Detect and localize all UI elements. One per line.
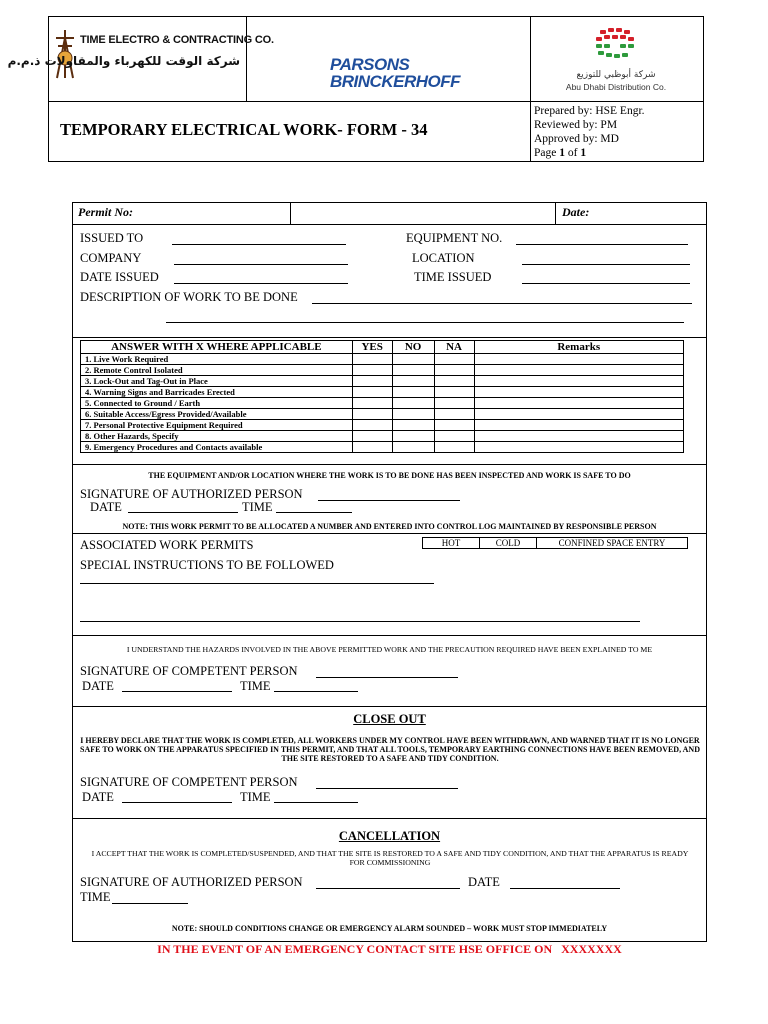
yes-cell[interactable]	[352, 365, 392, 376]
special-instructions-line1[interactable]	[80, 583, 434, 584]
date-issued-label: DATE ISSUED	[80, 270, 159, 284]
checklist-item: 2. Remote Control Isolated	[81, 365, 353, 376]
understand-text: I UNDERSTAND THE HAZARDS INVOLVED IN THE ABOVE PERMITTED WORK AND THE PRECAUTION REQUIRED HAVE BEEN EXPLAINED TO ME	[126, 645, 653, 654]
date-label: Date:	[562, 205, 590, 219]
associated-permits-label: ASSOCIATED WORK PERMITS	[80, 538, 254, 552]
description-field-line1[interactable]	[312, 303, 692, 304]
emergency-contact-text: IN THE EVENT OF AN EMERGENCY CONTACT SITE HSE OFFICE ON	[157, 942, 553, 956]
company-label: COMPANY	[80, 251, 142, 265]
adistribution-logo	[556, 26, 676, 96]
company1-name-en: TIME ELECTRO & CONTRACTING CO.	[80, 34, 274, 46]
stop-work-note: NOTE: SHOULD CONDITIONS CHANGE OR EMERGENCY ALARM SOUNDED – WORK MUST STOP IMMEDIATELY	[171, 924, 608, 933]
na-cell[interactable]	[434, 431, 474, 442]
company1-name-ar: شركة الوقت للكهرباء والمقاولات ذ.م.م	[7, 54, 240, 68]
description-field-line2[interactable]	[166, 322, 684, 323]
sig-competent-label: SIGNATURE OF COMPETENT PERSON	[80, 664, 298, 678]
checklist-item: 6. Suitable Access/Egress Provided/Available	[81, 409, 353, 420]
table-row	[81, 387, 684, 398]
approved-by: Approved by: MD	[534, 133, 619, 145]
table-row	[81, 365, 684, 376]
yes-cell[interactable]	[352, 354, 392, 365]
closeout-time-field[interactable]	[274, 802, 358, 803]
equipment-no-label: EQUIPMENT NO.	[406, 231, 503, 245]
na-cell[interactable]	[434, 398, 474, 409]
checklist-item: 1. Live Work Required	[81, 354, 353, 365]
closeout-sig-field[interactable]	[316, 788, 458, 789]
na-cell[interactable]	[434, 442, 474, 453]
na-cell[interactable]	[434, 376, 474, 387]
location-field[interactable]	[522, 264, 690, 265]
emergency-contact-number: XXXXXXX	[561, 942, 622, 956]
table-row	[81, 431, 684, 442]
emergency-contact	[72, 942, 707, 957]
table-row	[81, 420, 684, 431]
issued-to-field[interactable]	[172, 244, 346, 245]
closeout-heading: CLOSE OUT	[353, 712, 426, 726]
no-cell[interactable]	[392, 398, 434, 409]
closeout-sig-label: SIGNATURE OF COMPETENT PERSON	[80, 775, 298, 789]
no-cell[interactable]	[392, 442, 434, 453]
no-cell[interactable]	[392, 354, 434, 365]
yes-cell[interactable]	[352, 398, 392, 409]
checklist-header-row	[81, 341, 684, 354]
hot-permit-box[interactable]: HOT	[422, 537, 480, 549]
cancel-time-label: TIME	[80, 890, 111, 904]
date-issued-field[interactable]	[174, 283, 348, 284]
no-cell[interactable]	[392, 376, 434, 387]
time-issued-label: TIME ISSUED	[414, 270, 492, 284]
cancel-sig-field[interactable]	[316, 888, 460, 889]
cancellation-text: I ACCEPT THAT THE WORK IS COMPLETED/SUSPENDED, AND THAT THE SITE IS RESTORED TO A SAFE AND TIDY CONDITION, AND THAT THE APPARATUS IS READY FOR COMMISSIONING	[91, 849, 689, 867]
remarks-cell[interactable]	[474, 442, 684, 453]
understand-date-label: DATE	[82, 679, 114, 693]
remarks-cell[interactable]	[474, 420, 684, 431]
time-electro-logo	[7, 26, 274, 86]
issued-to-label: ISSUED TO	[80, 231, 144, 245]
no-cell[interactable]	[392, 387, 434, 398]
confined-space-box[interactable]: CONFINED SPACE ENTRY	[536, 537, 688, 549]
form-title: TEMPORARY ELECTRICAL WORK- FORM - 34	[60, 120, 428, 139]
checklist-item: 8. Other Hazards, Specify	[81, 431, 353, 442]
yes-cell[interactable]	[352, 420, 392, 431]
special-instructions-line2[interactable]	[80, 621, 640, 622]
no-cell[interactable]	[392, 365, 434, 376]
sig-competent-field[interactable]	[316, 677, 458, 678]
remarks-cell[interactable]	[474, 354, 684, 365]
sig-authorized-field[interactable]	[318, 500, 460, 501]
time-issued-field[interactable]	[522, 283, 690, 284]
checklist-header: ANSWER WITH X WHERE APPLICABLE	[81, 341, 353, 354]
na-header: NA	[434, 341, 474, 354]
yes-cell[interactable]	[352, 431, 392, 442]
table-row	[81, 442, 684, 453]
parsons-brinckerhoff-logo: PARSONS BRINCKERHOFF	[330, 55, 460, 91]
doc-control-info	[534, 104, 645, 160]
understand-time-label: TIME	[240, 679, 271, 693]
special-instructions-label: SPECIAL INSTRUCTIONS TO BE FOLLOWED	[80, 558, 334, 572]
understand-date-field[interactable]	[122, 691, 232, 692]
prepared-by: Prepared by: HSE Engr.	[534, 105, 645, 117]
auth-time-field[interactable]	[276, 512, 352, 513]
yes-cell[interactable]	[352, 409, 392, 420]
adistribution-emblem-icon	[594, 26, 638, 66]
table-row	[81, 409, 684, 420]
remarks-header: Remarks	[474, 341, 684, 354]
remarks-cell[interactable]	[474, 365, 684, 376]
checklist-item: 5. Connected to Ground / Earth	[81, 398, 353, 409]
date-field[interactable]	[598, 204, 704, 223]
auth-date-field[interactable]	[128, 512, 238, 513]
checklist-item: 4. Warning Signs and Barricades Erected	[81, 387, 353, 398]
na-cell[interactable]	[434, 354, 474, 365]
closeout-time-label: TIME	[240, 790, 271, 804]
checklist-item: 9. Emergency Procedures and Contacts available	[81, 442, 353, 453]
yes-cell[interactable]	[352, 387, 392, 398]
closeout-date-label: DATE	[82, 790, 114, 804]
checklist-table	[80, 340, 684, 453]
no-cell[interactable]	[392, 431, 434, 442]
closeout-date-field[interactable]	[122, 802, 232, 803]
no-cell[interactable]	[392, 420, 434, 431]
cancel-date-field[interactable]	[510, 888, 620, 889]
cancel-time-field[interactable]	[112, 903, 188, 904]
remarks-cell[interactable]	[474, 431, 684, 442]
checklist-item: 3. Lock-Out and Tag-Out in Place	[81, 376, 353, 387]
na-cell[interactable]	[434, 409, 474, 420]
reviewed-by: Reviewed by: PM	[534, 119, 618, 131]
cancellation-heading: CANCELLATION	[338, 829, 441, 843]
inspected-note: THE EQUIPMENT AND/OR LOCATION WHERE THE WORK IS TO BE DONE HAS BEEN INSPECTED AND WORK IS SAFE TO DO	[148, 471, 631, 480]
closeout-text: I HEREBY DECLARE THAT THE WORK IS COMPLETED, ALL WORKERS UNDER MY CONTROL HAVE BEEN WITHDRAWN, AND WARNED THAT IT IS NO LONGER SAFE TO WORK ON THE APPARATUS SPECIFIED IN THIS PERMIT, AND THAT ALL TOOLS, TEMPORARY EARTHING CONNECTIONS HAVE BEEN REMOVED, AND THE SITE RESTORED TO A SAFE AND TIDY CONDITION.	[80, 736, 700, 763]
cancel-sig-label: SIGNATURE OF AUTHORIZED PERSON	[80, 875, 303, 889]
yes-cell[interactable]	[352, 376, 392, 387]
auth-date-label: DATE	[90, 500, 122, 514]
page-number: Page 1 of 1	[534, 147, 587, 159]
cold-permit-box[interactable]: COLD	[479, 537, 537, 549]
na-cell[interactable]	[434, 387, 474, 398]
permit-no-field[interactable]	[292, 204, 554, 223]
table-row	[81, 376, 684, 387]
equipment-no-field[interactable]	[516, 244, 688, 245]
sig-authorized-label: SIGNATURE OF AUTHORIZED PERSON	[80, 487, 303, 501]
yes-cell[interactable]	[352, 442, 392, 453]
remarks-cell[interactable]	[474, 387, 684, 398]
remarks-cell[interactable]	[474, 409, 684, 420]
checklist-item: 7. Personal Protective Equipment Required	[81, 420, 353, 431]
auth-time-label: TIME	[242, 500, 273, 514]
remarks-cell[interactable]	[474, 376, 684, 387]
na-cell[interactable]	[434, 420, 474, 431]
no-header: NO	[392, 341, 434, 354]
company3-name-ar: شركة أبوظبي للتوزيع	[576, 70, 656, 80]
remarks-cell[interactable]	[474, 398, 684, 409]
yes-header: YES	[352, 341, 392, 354]
permit-no-label: Permit No:	[78, 205, 133, 219]
company-field[interactable]	[174, 264, 348, 265]
description-label: DESCRIPTION OF WORK TO BE DONE	[80, 290, 298, 304]
understand-time-field[interactable]	[274, 691, 358, 692]
company3-name-en: Abu Dhabi Distribution Co.	[565, 82, 667, 92]
cancel-date-label: DATE	[468, 875, 500, 889]
table-row	[81, 354, 684, 365]
na-cell[interactable]	[434, 365, 474, 376]
no-cell[interactable]	[392, 409, 434, 420]
control-log-note: NOTE: THIS WORK PERMIT TO BE ALLOCATED A NUMBER AND ENTERED INTO CONTROL LOG MAINTAINED BY RESPONSIBLE PERSON	[122, 522, 657, 531]
table-row	[81, 398, 684, 409]
location-label: LOCATION	[412, 251, 475, 265]
